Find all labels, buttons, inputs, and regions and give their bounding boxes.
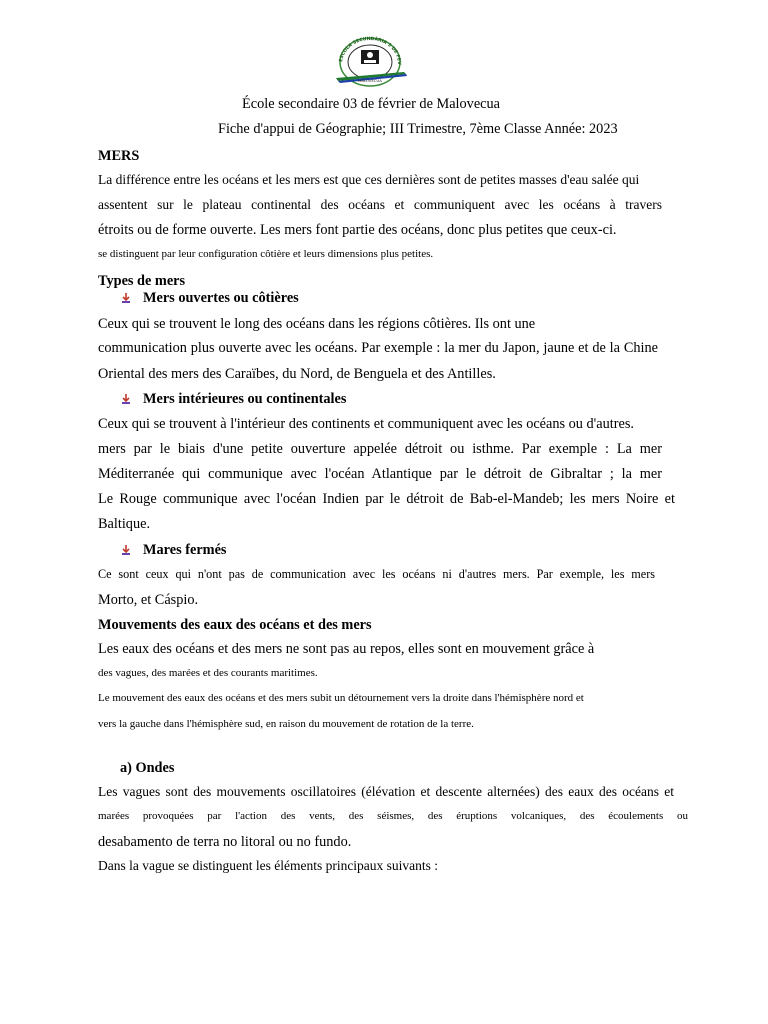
school-name: École secondaire 03 de février de Malovecua: [242, 96, 501, 112]
paragraph-line: desabamento de terra no litoral ou no fundo.: [98, 834, 352, 850]
paragraph-line: Le mouvement des eaux des océans et des mers subit un détournement vers la droite dans l'hémisphère nord et: [98, 692, 584, 704]
subheading-open-seas: Mers ouvertes ou côtières: [143, 290, 299, 306]
section-title-types: Types de mers: [98, 273, 186, 289]
paragraph-line: se distinguent par leur configuration côtière et leurs dimensions plus petites.: [98, 248, 434, 260]
paragraph-line: Dans la vague se distinguent les éléments principaux suivants :: [98, 858, 439, 873]
paragraph-line: Ceux qui se trouvent le long des océans dans les régions côtières. Ils ont une: [98, 316, 536, 332]
paragraph-line: Ce sont ceux qui n'ont pas de communication avec les océans ni d'autres mers. Par exemple, les mers: [98, 567, 655, 581]
subheading-closed-seas: Mares fermés: [143, 542, 227, 558]
paragraph-line: mers par le biais d'une petite ouverture appelée détroit ou isthme. Par exemple : La mer: [98, 441, 662, 457]
bullet-arrow-icon: [120, 393, 132, 405]
paragraph-line: Les eaux des océans et des mers ne sont pas au repos, elles sont en mouvement grâce à: [98, 641, 595, 657]
paragraph-line: Les vagues sont des mouvements oscillatoires (élévation et descente alternées) des eaux des océans et: [98, 784, 674, 799]
paragraph-line: Méditerranée qui communique avec l'océan Atlantique par le détroit de Gibraltar ; la mer: [98, 466, 662, 482]
school-logo: [330, 34, 410, 88]
section-title-waves: a) Ondes: [120, 760, 175, 776]
paragraph-line: vers la gauche dans l'hémisphère sud, en raison du mouvement de rotation de la terre.: [98, 718, 474, 730]
paragraph-line: communication plus ouverte avec les océans. Par exemple : la mer du Japon, jaune et de la Chine: [98, 340, 658, 356]
paragraph-line: Morto, et Cáspio.: [98, 592, 199, 608]
paragraph-line: des vagues, des marées et des courants maritimes.: [98, 667, 318, 679]
subheading-inner-seas: Mers intérieures ou continentales: [143, 391, 347, 407]
paragraph-line: La différence entre les océans et les mers est que ces dernières sont de petites masses d'eau salée qui: [98, 172, 640, 187]
paragraph-line: assentent sur le plateau continental des océans et communiquent avec les océans à travers: [98, 197, 662, 212]
section-title-movements: Mouvements des eaux des océans et des mers: [98, 617, 372, 633]
paragraph-line: Le Rouge communique avec l'océan Indien par le détroit de Bab-el-Mandeb; les mers Noire et: [98, 491, 675, 507]
logo-bottom-text: MALOVECUA: [358, 78, 382, 83]
document-subtitle: Fiche d'appui de Géographie; III Trimestre, 7ème Classe Année: 2023: [218, 121, 618, 137]
logo-arc-text: ESCOLA SECUNDÁRIA 3 DE FEV: [339, 36, 402, 65]
bullet-arrow-icon: [120, 544, 132, 556]
section-title-mers: MERS: [98, 148, 140, 164]
paragraph-line: Oriental des mers des Caraïbes, du Nord, de Benguela et des Antilles.: [98, 366, 496, 382]
paragraph-line: Ceux qui se trouvent à l'intérieur des continents et communiquent avec les océans ou d'autres.: [98, 416, 634, 432]
paragraph-line: étroits ou de forme ouverte. Les mers font partie des océans, donc plus petites que ceux-ci.: [98, 222, 617, 238]
bullet-arrow-icon: [120, 292, 132, 304]
paragraph-line: marées provoquées par l'action des vents, des séismes, des éruptions volcaniques, des écoulements ou: [98, 810, 688, 822]
paragraph-line: Baltique.: [98, 516, 151, 532]
